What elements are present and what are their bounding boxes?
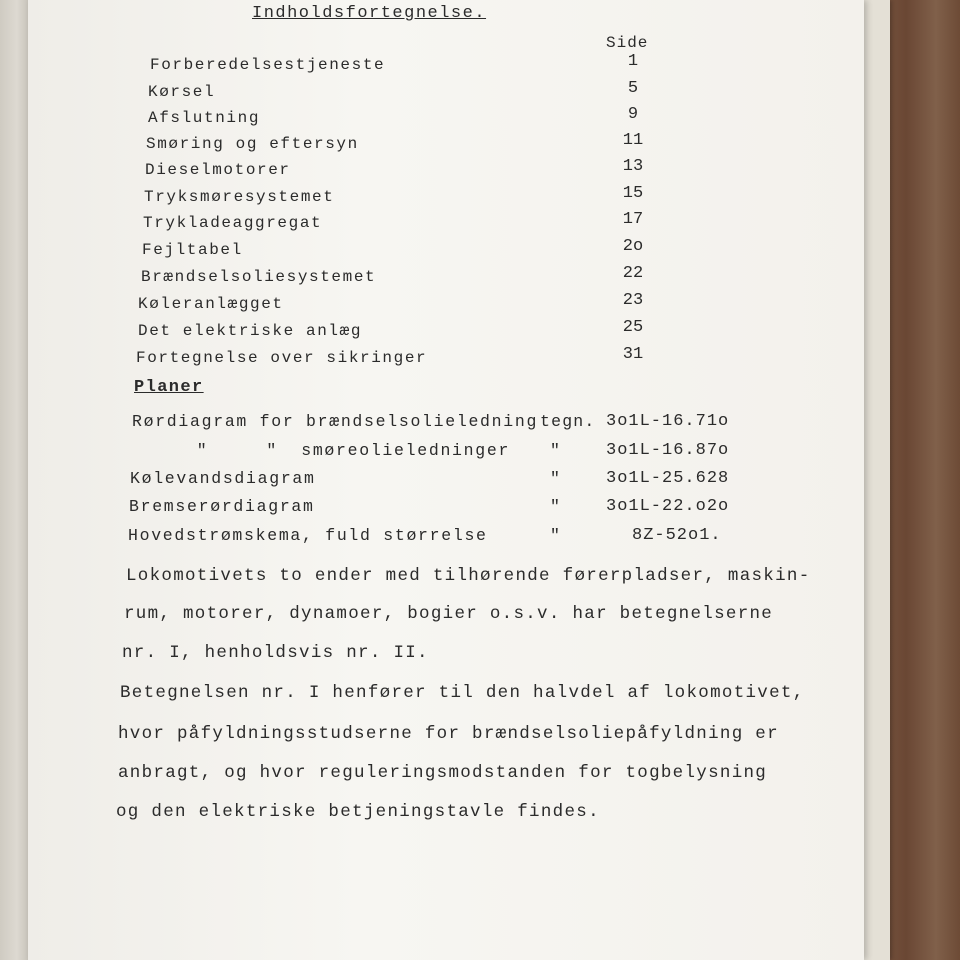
paragraph-line: rum, motorer, dynamoer, bogier o.s.v. har betegnelserne [124,604,774,624]
plan-label: Hovedstrømskema, fuld størrelse [128,526,488,545]
paragraph-line: hvor påfyldningsstudserne for brændselsoliepåfyldning er [118,724,779,744]
toc-label: Trykladeaggregat [143,214,323,232]
toc-row [28,105,864,135]
toc-row [28,237,864,267]
toc-page-number: 17 [622,210,644,229]
toc-row [28,131,864,161]
toc-row [28,318,864,348]
toc-row [28,79,864,109]
plan-row [28,412,864,440]
toc-row [28,52,864,82]
toc-page-number: 9 [627,105,639,124]
paragraph-line: anbragt, og hvor reguleringsmodstanden for togbelysning [118,763,768,783]
plan-tegn: " [550,441,562,460]
plans-heading: Planer [134,378,204,397]
toc-row [28,264,864,294]
toc-page-number: 1 [627,52,639,71]
toc-label: Brændselsoliesystemet [141,268,377,286]
toc-label: Det elektriske anlæg [138,322,363,340]
plan-drawing-number: 3o1L-16.71o [606,412,730,431]
plan-label: Bremserørdiagram [129,497,315,516]
toc-label: Afslutning [148,109,261,127]
paragraph-line: nr. I, henholdsvis nr. II. [122,643,429,663]
book-left-margin [0,0,28,960]
toc-page-number: 11 [622,131,644,150]
toc-label: Kørsel [148,83,216,101]
plan-tegn: " [550,469,562,488]
toc-page-number: 23 [622,291,644,310]
paragraph-line: og den elektriske betjeningstavle findes. [116,802,600,822]
toc-page-number: 5 [627,79,639,98]
plan-label: " " smøreolieledninger [162,441,511,460]
toc-row [28,157,864,187]
plan-label: Rørdiagram for brændselsolieledning [132,412,539,431]
plan-tegn: " [550,497,562,516]
plan-tegn: " [550,526,562,545]
toc-page-number: 13 [622,157,644,176]
plan-drawing-number: 8Z-52o1. [632,526,722,545]
toc-label: Fortegnelse over sikringer [136,349,428,367]
toc-page-number: 15 [622,184,644,203]
toc-label: Smøring og eftersyn [146,135,359,153]
plan-drawing-number: 3o1L-16.87o [606,441,730,460]
toc-row [28,210,864,240]
paragraph-line: Lokomotivets to ender med tilhørende førerpladser, maskin- [126,566,811,586]
plan-row [28,526,864,554]
page-title: Indholdsfortegnelse. [252,4,487,23]
toc-row [28,345,864,375]
plan-row [28,441,864,469]
toc-row [28,184,864,214]
plan-tegn: tegn. [540,412,596,431]
toc-label: Tryksmøresystemet [144,188,335,206]
paragraph-line: Betegnelsen nr. I henfører til den halvdel af lokomotivet, [120,683,805,703]
toc-label: Køleranlægget [138,295,284,313]
toc-label: Fejltabel [142,241,243,259]
plan-row [28,469,864,497]
document-page [28,0,864,960]
toc-page-number: 2o [622,237,644,256]
toc-label: Dieselmotorer [145,161,291,179]
plan-drawing-number: 3o1L-25.628 [606,469,730,488]
toc-label: Forberedelsestjeneste [150,56,386,74]
toc-page-number: 22 [622,264,644,283]
page-column-header: Side [606,34,649,52]
toc-page-number: 25 [622,318,644,337]
toc-page-number: 31 [622,345,644,364]
plan-label: Kølevandsdiagram [130,469,316,488]
toc-row [28,291,864,321]
plan-row [28,497,864,525]
plan-drawing-number: 3o1L-22.o2o [606,497,730,516]
